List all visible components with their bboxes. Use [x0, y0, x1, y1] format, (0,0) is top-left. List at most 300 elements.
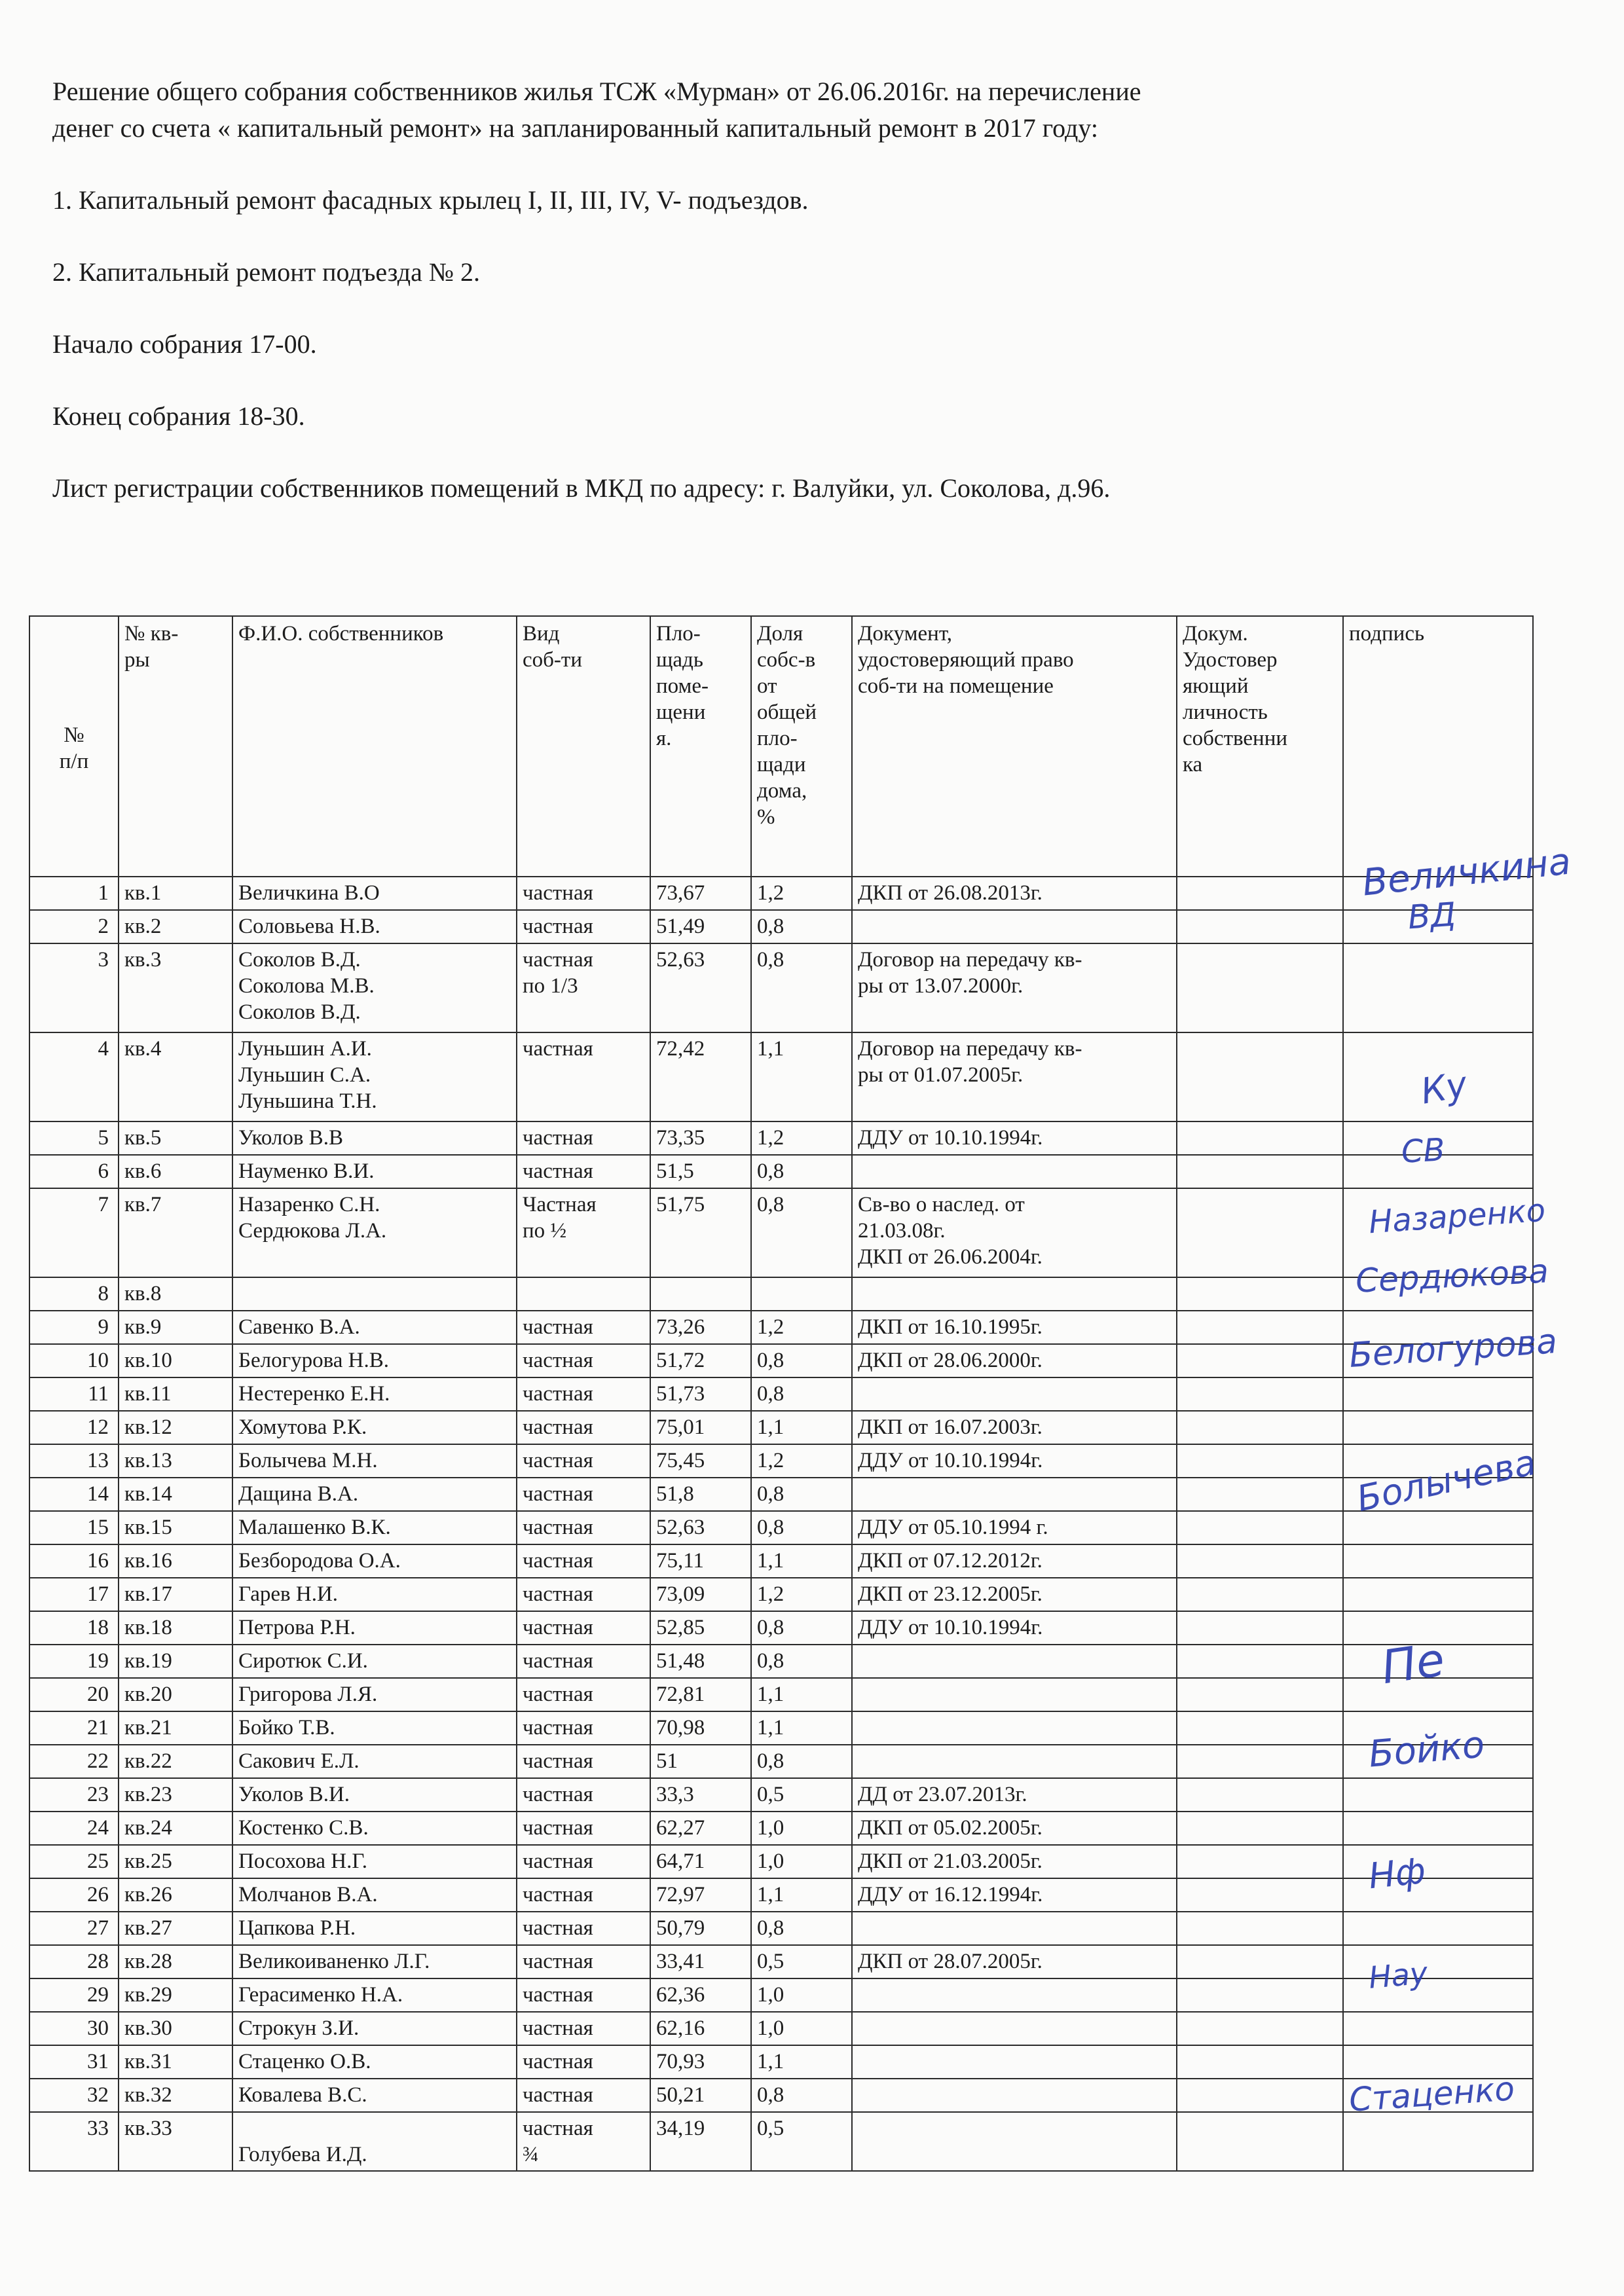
col-area-cell: 51,72 — [650, 1344, 751, 1377]
col-ownership-kind-cell: частная — [517, 2079, 650, 2112]
col-number-cell: 8 — [29, 1277, 119, 1311]
col-area-cell: 73,09 — [650, 1578, 751, 1611]
meeting-start: Начало собрания 17-00. — [52, 329, 317, 359]
col-identity-document-cell — [1177, 1778, 1343, 1812]
handwritten-signature: Ку — [1418, 1063, 1471, 1112]
col-ownership-kind-cell: частная — [517, 1121, 650, 1155]
col-number-cell: 33 — [29, 2112, 119, 2171]
col-ownership-document-cell: ДДУ от 10.10.1994г. — [852, 1611, 1177, 1645]
col-signature-cell — [1343, 1578, 1533, 1611]
col-area-cell: 52,85 — [650, 1611, 751, 1645]
col-ownership-kind-cell: частная — [517, 877, 650, 910]
handwritten-signature: Бойко — [1367, 1723, 1486, 1776]
col-share-cell: 0,8 — [751, 1611, 852, 1645]
col-ownership-document-cell: ДКП от 16.07.2003г. — [852, 1411, 1177, 1444]
col-ownership-document-cell: ДКП от 05.02.2005г. — [852, 1812, 1177, 1845]
col-identity-document-cell — [1177, 877, 1343, 910]
col-apartment-cell: кв.2 — [119, 910, 232, 943]
registry-title: Лист регистрации собственников помещений в МКД по адресу: г. Валуйки, ул. Соколова, д.96. — [52, 473, 1111, 503]
col-share-cell: 0,8 — [751, 1188, 852, 1277]
col-identity-document-cell — [1177, 943, 1343, 1032]
col-apartment-cell: кв.30 — [119, 2012, 232, 2045]
col-owners-cell: Хомутова Р.К. — [232, 1411, 517, 1444]
col-owners-cell: Голубева И.Д. — [232, 2112, 517, 2171]
col-ownership-kind-cell: частная — [517, 1511, 650, 1544]
table-row — [29, 1812, 1533, 1845]
handwritten-signature: Белогурова — [1348, 1321, 1559, 1376]
col-number-cell: 14 — [29, 1478, 119, 1511]
col-number-cell: 25 — [29, 1845, 119, 1878]
col-ownership-document-cell — [852, 1978, 1177, 2012]
col-ownership-document-cell — [852, 2112, 1177, 2171]
col-ownership-document-cell — [852, 1277, 1177, 1311]
table-row — [29, 910, 1533, 943]
col-owners-cell: Соколов В.Д. Соколова М.В. Соколов В.Д. — [232, 943, 517, 1032]
col-signature-cell — [1343, 1611, 1533, 1645]
col-signature-cell — [1343, 1344, 1533, 1377]
col-owners-cell: Костенко С.В. — [232, 1812, 517, 1845]
col-identity-document-cell — [1177, 1478, 1343, 1511]
col-area-cell: 73,35 — [650, 1121, 751, 1155]
col-apartment-cell: кв.21 — [119, 1711, 232, 1745]
col-signature-cell — [1343, 2012, 1533, 2045]
col-owners-cell: Назаренко С.Н. Сердюкова Л.А. — [232, 1188, 517, 1277]
col-share-cell: 0,8 — [751, 1645, 852, 1678]
col-ownership-kind-cell: частная — [517, 1444, 650, 1478]
document-header — [52, 73, 1532, 507]
col-owners-cell: Уколов В.И. — [232, 1778, 517, 1812]
col-number-cell: 22 — [29, 1745, 119, 1778]
col-signature-cell — [1343, 1845, 1533, 1878]
handwritten-signature: Нау — [1367, 1955, 1430, 1995]
col-ownership-document-cell — [852, 1711, 1177, 1745]
table-row — [29, 1878, 1533, 1912]
col-signature-cell — [1343, 1645, 1533, 1678]
col-signature-cell — [1343, 1912, 1533, 1945]
table-row — [29, 1845, 1533, 1878]
col-signature-cell — [1343, 1945, 1533, 1978]
title-line-2: денег со счета « капитальный ремонт» на запланированный капитальный ремонт в 2017 году: — [52, 113, 1098, 143]
table-row — [29, 1578, 1533, 1611]
col-ownership-document-cell: Договор на передачу кв- ры от 13.07.2000г. — [852, 943, 1177, 1032]
handwritten-signature: ВД — [1407, 895, 1458, 937]
col-ownership-document-header: Документ, удостоверяющий право соб-ти на помещение — [852, 616, 1177, 877]
col-identity-document-cell — [1177, 2112, 1343, 2171]
col-share-cell: 0,5 — [751, 1945, 852, 1978]
col-apartment-cell: кв.6 — [119, 1155, 232, 1188]
col-ownership-document-cell: ДКП от 07.12.2012г. — [852, 1544, 1177, 1578]
col-area-cell: 73,26 — [650, 1311, 751, 1344]
col-share-cell: 0,8 — [751, 1377, 852, 1411]
col-ownership-document-cell: ДДУ от 10.10.1994г. — [852, 1121, 1177, 1155]
col-signature-cell — [1343, 1155, 1533, 1188]
col-share-cell: 1,2 — [751, 1578, 852, 1611]
col-area-cell: 73,67 — [650, 877, 751, 910]
table-row — [29, 1745, 1533, 1778]
col-area-cell: 51,49 — [650, 910, 751, 943]
col-identity-document-cell — [1177, 1978, 1343, 2012]
col-owners-cell: Цапкова Р.Н. — [232, 1912, 517, 1945]
col-share-cell: 1,1 — [751, 1032, 852, 1121]
col-signature-cell — [1343, 1511, 1533, 1544]
table-row — [29, 1155, 1533, 1188]
col-ownership-kind-cell: частная — [517, 1311, 650, 1344]
col-apartment-cell: кв.9 — [119, 1311, 232, 1344]
col-number-cell: 6 — [29, 1155, 119, 1188]
col-identity-document-cell — [1177, 1945, 1343, 1978]
col-owners-cell: Строкун З.И. — [232, 2012, 517, 2045]
table-row — [29, 1945, 1533, 1978]
col-apartment-cell: кв.19 — [119, 1645, 232, 1678]
col-number-cell: 16 — [29, 1544, 119, 1578]
col-number-cell: 30 — [29, 2012, 119, 2045]
col-area-cell: 51,48 — [650, 1645, 751, 1678]
col-ownership-kind-cell: частная — [517, 1912, 650, 1945]
col-number-cell: 12 — [29, 1411, 119, 1444]
table-row — [29, 1478, 1533, 1511]
registration-table-wrapper — [29, 615, 1532, 2172]
col-number-cell: 32 — [29, 2079, 119, 2112]
col-ownership-kind-cell: частная — [517, 1978, 650, 2012]
meeting-end: Конец собрания 18-30. — [52, 401, 305, 431]
col-owners-cell: Савенко В.А. — [232, 1311, 517, 1344]
col-share-cell: 0,8 — [751, 1344, 852, 1377]
col-number-cell: 1 — [29, 877, 119, 910]
col-owners-cell: Дащина В.А. — [232, 1478, 517, 1511]
col-ownership-kind-cell: Частная по ½ — [517, 1188, 650, 1277]
col-ownership-kind-cell: частная — [517, 1578, 650, 1611]
col-apartment-header: № кв- ры — [119, 616, 232, 877]
handwritten-signature: Пе — [1378, 1632, 1448, 1695]
table-row — [29, 943, 1533, 1032]
col-apartment-cell: кв.32 — [119, 2079, 232, 2112]
col-ownership-kind-cell: частная — [517, 1711, 650, 1745]
col-ownership-document-cell — [852, 1478, 1177, 1511]
col-signature-cell — [1343, 2112, 1533, 2171]
col-apartment-cell: кв.7 — [119, 1188, 232, 1277]
col-signature-cell — [1343, 1478, 1533, 1511]
table-row — [29, 1032, 1533, 1121]
col-number-cell: 17 — [29, 1578, 119, 1611]
col-identity-document-cell — [1177, 1032, 1343, 1121]
col-share-cell: 0,8 — [751, 1478, 852, 1511]
col-area-cell: 75,01 — [650, 1411, 751, 1444]
col-ownership-kind-cell: частная — [517, 1344, 650, 1377]
col-identity-document-cell — [1177, 1845, 1343, 1878]
table-row — [29, 1711, 1533, 1745]
col-signature-cell — [1343, 1277, 1533, 1311]
col-number-cell: 21 — [29, 1711, 119, 1745]
col-ownership-document-cell: ДДУ от 16.12.1994г. — [852, 1878, 1177, 1912]
col-apartment-cell: кв.27 — [119, 1912, 232, 1945]
col-ownership-kind-cell: частная — [517, 1611, 650, 1645]
col-owners-cell: Григорова Л.Я. — [232, 1678, 517, 1711]
col-number-cell: 27 — [29, 1912, 119, 1945]
col-ownership-kind-cell: частная — [517, 2012, 650, 2045]
table-row — [29, 1978, 1533, 2012]
col-apartment-cell: кв.1 — [119, 877, 232, 910]
table-row — [29, 1912, 1533, 1945]
table-row — [29, 1344, 1533, 1377]
col-identity-document-cell — [1177, 1812, 1343, 1845]
col-number-cell: 2 — [29, 910, 119, 943]
col-owners-cell: Малашенко В.К. — [232, 1511, 517, 1544]
col-ownership-kind-header: Вид соб-ти — [517, 616, 650, 877]
col-ownership-kind-cell: частная — [517, 1812, 650, 1845]
col-apartment-cell: кв.31 — [119, 2045, 232, 2079]
col-signature-cell — [1343, 1411, 1533, 1444]
col-ownership-kind-cell: частная — [517, 1155, 650, 1188]
col-area-cell: 72,97 — [650, 1878, 751, 1912]
col-identity-document-cell — [1177, 1377, 1343, 1411]
col-ownership-document-cell: ДДУ от 05.10.1994 г. — [852, 1511, 1177, 1544]
col-owners-cell: Безбородова О.А. — [232, 1544, 517, 1578]
table-row — [29, 1444, 1533, 1478]
col-owners-cell: Сиротюк С.И. — [232, 1645, 517, 1678]
col-owners-cell: Нестеренко Е.Н. — [232, 1377, 517, 1411]
col-ownership-document-cell — [852, 910, 1177, 943]
col-signature-header: подпись — [1343, 616, 1533, 877]
col-apartment-cell: кв.8 — [119, 1277, 232, 1311]
col-apartment-cell: кв.15 — [119, 1511, 232, 1544]
col-ownership-document-cell: ДКП от 28.07.2005г. — [852, 1945, 1177, 1978]
col-share-cell: 0,8 — [751, 1155, 852, 1188]
col-identity-document-cell — [1177, 1912, 1343, 1945]
col-ownership-kind-cell: частная — [517, 1032, 650, 1121]
col-number-cell: 18 — [29, 1611, 119, 1645]
col-area-cell: 70,98 — [650, 1711, 751, 1745]
col-signature-cell — [1343, 1188, 1533, 1277]
col-ownership-document-cell — [852, 1912, 1177, 1945]
col-number-cell: 20 — [29, 1678, 119, 1711]
col-apartment-cell: кв.11 — [119, 1377, 232, 1411]
col-number-cell: 23 — [29, 1778, 119, 1812]
agenda-item-2: 2. Капитальный ремонт подъезда № 2. — [52, 257, 480, 287]
col-area-cell: 72,42 — [650, 1032, 751, 1121]
col-apartment-cell: кв.20 — [119, 1678, 232, 1711]
col-owners-cell: Величкина В.О — [232, 877, 517, 910]
col-identity-document-cell — [1177, 910, 1343, 943]
col-identity-document-cell — [1177, 1711, 1343, 1745]
table-row — [29, 1311, 1533, 1344]
col-ownership-document-cell — [852, 1678, 1177, 1711]
col-apartment-cell: кв.3 — [119, 943, 232, 1032]
col-identity-document-cell — [1177, 1611, 1343, 1645]
col-owners-cell: Посохова Н.Г. — [232, 1845, 517, 1878]
col-share-cell: 1,1 — [751, 1411, 852, 1444]
col-ownership-kind-cell: частная — [517, 1678, 650, 1711]
col-ownership-kind-cell: частная — [517, 1745, 650, 1778]
agenda-item-1: 1. Капитальный ремонт фасадных крылец I, II, III, IV, V- подъездов. — [52, 185, 809, 215]
col-apartment-cell: кв.33 — [119, 2112, 232, 2171]
col-signature-cell — [1343, 2079, 1533, 2112]
col-ownership-kind-cell: частная — [517, 1778, 650, 1812]
table-row — [29, 2112, 1533, 2171]
col-area-cell: 72,81 — [650, 1678, 751, 1711]
col-number-cell: 26 — [29, 1878, 119, 1912]
col-ownership-kind-cell: частная — [517, 1544, 650, 1578]
col-share-cell: 1,1 — [751, 1711, 852, 1745]
col-ownership-kind-cell: частная — [517, 1845, 650, 1878]
table-row — [29, 877, 1533, 910]
col-share-cell: 0,8 — [751, 2079, 852, 2112]
col-signature-cell — [1343, 1978, 1533, 2012]
col-area-cell: 51,5 — [650, 1155, 751, 1188]
handwritten-signature: Нф — [1366, 1850, 1428, 1897]
col-identity-document-header: Докум. Удостовер яющий личность собственни ка — [1177, 616, 1343, 877]
col-owners-cell: Белогурова Н.В. — [232, 1344, 517, 1377]
col-signature-cell — [1343, 1544, 1533, 1578]
registration-table — [29, 615, 1534, 2172]
col-apartment-cell: кв.28 — [119, 1945, 232, 1978]
col-signature-cell — [1343, 1444, 1533, 1478]
col-ownership-document-cell — [852, 1155, 1177, 1188]
col-ownership-document-cell — [852, 2079, 1177, 2112]
table-row — [29, 1511, 1533, 1544]
col-share-cell: 1,0 — [751, 1978, 852, 2012]
col-apartment-cell: кв.26 — [119, 1878, 232, 1912]
col-area-cell: 70,93 — [650, 2045, 751, 2079]
col-ownership-document-cell — [852, 2045, 1177, 2079]
col-share-cell: 1,2 — [751, 1121, 852, 1155]
col-identity-document-cell — [1177, 1277, 1343, 1311]
handwritten-signature: Величкина — [1360, 840, 1573, 905]
col-apartment-cell: кв.23 — [119, 1778, 232, 1812]
col-ownership-document-cell: ДКП от 16.10.1995г. — [852, 1311, 1177, 1344]
col-signature-cell — [1343, 1711, 1533, 1745]
col-area-cell: 50,79 — [650, 1912, 751, 1945]
col-owners-cell — [232, 1277, 517, 1311]
col-ownership-kind-cell: частная — [517, 910, 650, 943]
col-signature-cell — [1343, 1778, 1533, 1812]
col-ownership-kind-cell: частная — [517, 1478, 650, 1511]
col-number-cell: 4 — [29, 1032, 119, 1121]
col-signature-cell — [1343, 1311, 1533, 1344]
col-apartment-cell: кв.16 — [119, 1544, 232, 1578]
col-signature-cell — [1343, 1878, 1533, 1912]
col-number-cell: 11 — [29, 1377, 119, 1411]
col-apartment-cell: кв.10 — [119, 1344, 232, 1377]
col-ownership-kind-cell: частная — [517, 1878, 650, 1912]
handwritten-signature: Болычева — [1353, 1441, 1540, 1520]
col-number-cell: 10 — [29, 1344, 119, 1377]
col-signature-cell — [1343, 1812, 1533, 1845]
col-number-header: № п/п — [29, 616, 119, 877]
table-row — [29, 2012, 1533, 2045]
col-share-header: Доля собс-в от общей пло- щади дома, % — [751, 616, 852, 877]
col-area-cell: 75,45 — [650, 1444, 751, 1478]
col-ownership-document-cell — [852, 1745, 1177, 1778]
col-signature-cell — [1343, 1121, 1533, 1155]
table-row — [29, 1277, 1533, 1311]
col-apartment-cell: кв.17 — [119, 1578, 232, 1611]
col-owners-cell: Молчанов В.А. — [232, 1878, 517, 1912]
col-ownership-kind-cell: частная — [517, 2045, 650, 2079]
col-ownership-document-cell: Договор на передачу кв- ры от 01.07.2005г. — [852, 1032, 1177, 1121]
col-number-cell: 31 — [29, 2045, 119, 2079]
table-row — [29, 1678, 1533, 1711]
col-identity-document-cell — [1177, 1444, 1343, 1478]
col-identity-document-cell — [1177, 2012, 1343, 2045]
col-area-cell: 33,41 — [650, 1945, 751, 1978]
col-ownership-document-cell — [852, 1377, 1177, 1411]
col-identity-document-cell — [1177, 1878, 1343, 1912]
col-area-cell: 51,73 — [650, 1377, 751, 1411]
col-area-cell: 51 — [650, 1745, 751, 1778]
col-owners-header: Ф.И.О. собственников — [232, 616, 517, 877]
col-share-cell: 1,0 — [751, 1812, 852, 1845]
col-identity-document-cell — [1177, 1188, 1343, 1277]
col-ownership-kind-cell: частная — [517, 1945, 650, 1978]
col-share-cell: 0,8 — [751, 1745, 852, 1778]
col-identity-document-cell — [1177, 1578, 1343, 1611]
col-share-cell: 1,0 — [751, 2012, 852, 2045]
col-owners-cell: Великоиваненко Л.Г. — [232, 1945, 517, 1978]
col-identity-document-cell — [1177, 1411, 1343, 1444]
col-owners-cell: Болычева М.Н. — [232, 1444, 517, 1478]
col-ownership-document-cell: ДКП от 23.12.2005г. — [852, 1578, 1177, 1611]
col-apartment-cell: кв.12 — [119, 1411, 232, 1444]
col-ownership-document-cell: ДКП от 26.08.2013г. — [852, 877, 1177, 910]
col-ownership-kind-cell: частная ¾ — [517, 2112, 650, 2171]
col-number-cell: 5 — [29, 1121, 119, 1155]
col-number-cell: 19 — [29, 1645, 119, 1678]
table-body — [29, 877, 1533, 2171]
col-ownership-document-cell — [852, 2012, 1177, 2045]
col-area-cell: 33,3 — [650, 1778, 751, 1812]
col-ownership-kind-cell: частная по 1/3 — [517, 943, 650, 1032]
col-area-cell: 51,8 — [650, 1478, 751, 1511]
col-number-cell: 3 — [29, 943, 119, 1032]
col-apartment-cell: кв.14 — [119, 1478, 232, 1511]
col-identity-document-cell — [1177, 1121, 1343, 1155]
table-row — [29, 1188, 1533, 1277]
col-share-cell: 1,2 — [751, 877, 852, 910]
col-share-cell: 1,1 — [751, 1544, 852, 1578]
handwritten-signature: Назаренко — [1367, 1192, 1547, 1241]
col-identity-document-cell — [1177, 1155, 1343, 1188]
col-identity-document-cell — [1177, 1311, 1343, 1344]
col-share-cell: 1,2 — [751, 1444, 852, 1478]
handwritten-signature: Сердюкова — [1354, 1252, 1550, 1300]
table-row — [29, 1544, 1533, 1578]
handwritten-signature: СВ — [1400, 1131, 1446, 1171]
col-owners-cell: Уколов В.В — [232, 1121, 517, 1155]
col-identity-document-cell — [1177, 1678, 1343, 1711]
col-ownership-kind-cell: частная — [517, 1411, 650, 1444]
col-owners-cell: Сакович Е.Л. — [232, 1745, 517, 1778]
title-line-1: Решение общего собрания собственников жилья ТСЖ «Мурман» от 26.06.2016г. на перечисление — [52, 77, 1141, 106]
col-ownership-document-cell: ДДУ от 10.10.1994г. — [852, 1444, 1177, 1478]
col-apartment-cell: кв.5 — [119, 1121, 232, 1155]
col-ownership-document-cell: ДКП от 21.03.2005г. — [852, 1845, 1177, 1878]
col-number-cell: 7 — [29, 1188, 119, 1277]
col-share-cell: 1,1 — [751, 1678, 852, 1711]
col-number-cell: 28 — [29, 1945, 119, 1978]
col-area-cell: 62,16 — [650, 2012, 751, 2045]
col-signature-cell — [1343, 2045, 1533, 2079]
col-area-cell — [650, 1277, 751, 1311]
col-apartment-cell: кв.4 — [119, 1032, 232, 1121]
col-area-cell: 52,63 — [650, 1511, 751, 1544]
col-area-cell: 75,11 — [650, 1544, 751, 1578]
col-share-cell: 0,5 — [751, 2112, 852, 2171]
col-number-cell: 15 — [29, 1511, 119, 1544]
col-share-cell: 0,5 — [751, 1778, 852, 1812]
col-signature-cell — [1343, 1745, 1533, 1778]
col-area-cell: 64,71 — [650, 1845, 751, 1878]
col-owners-cell: Гарев Н.И. — [232, 1578, 517, 1611]
